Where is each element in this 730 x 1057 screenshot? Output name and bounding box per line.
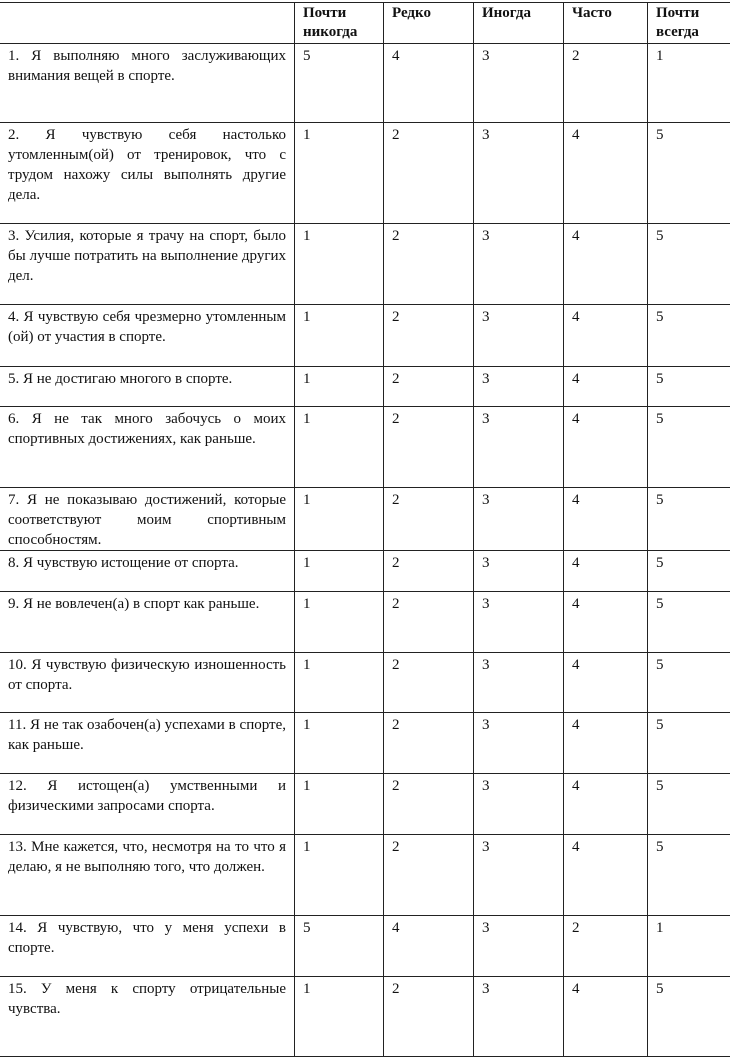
score-cell[interactable]: 2	[384, 551, 474, 592]
score-cell[interactable]: 5	[648, 977, 730, 1057]
question-text: 11. Я не так озабочен(а) успехами в спорте, как раньше.	[0, 713, 295, 774]
table-row	[0, 407, 730, 488]
score-cell[interactable]: 3	[474, 774, 564, 835]
score-cell[interactable]: 2	[384, 407, 474, 488]
score-cell[interactable]: 4	[564, 653, 648, 713]
question-text: 1. Я выполняю много заслуживающих внимания вещей в спорте.	[0, 44, 295, 123]
score-cell[interactable]: 1	[295, 305, 384, 367]
score-cell[interactable]: 5	[648, 551, 730, 592]
score-cell[interactable]: 5	[648, 488, 730, 551]
score-cell[interactable]: 1	[295, 713, 384, 774]
question-text: 15. У меня к спорту отрицательные чувства.	[0, 977, 295, 1057]
question-text: 3. Усилия, которые я трачу на спорт, было бы лучше потратить на выполнение других дел.	[0, 224, 295, 305]
score-cell[interactable]: 5	[648, 835, 730, 916]
table-row	[0, 977, 730, 1057]
score-cell[interactable]: 1	[295, 653, 384, 713]
score-cell[interactable]: 1	[295, 407, 384, 488]
score-cell[interactable]: 5	[648, 713, 730, 774]
score-cell[interactable]: 3	[474, 367, 564, 407]
table-row	[0, 774, 730, 835]
score-cell[interactable]: 1	[295, 592, 384, 653]
score-cell[interactable]: 1	[295, 224, 384, 305]
score-cell[interactable]: 2	[564, 916, 648, 977]
table-row	[0, 551, 730, 592]
question-text: 8. Я чувствую истощение от спорта.	[0, 551, 295, 592]
score-cell[interactable]: 1	[648, 44, 730, 123]
score-cell[interactable]: 5	[648, 123, 730, 224]
score-cell[interactable]: 3	[474, 305, 564, 367]
questionnaire-table	[0, 2, 730, 1057]
score-cell[interactable]: 5	[295, 916, 384, 977]
score-cell[interactable]: 2	[384, 592, 474, 653]
question-text: 10. Я чувствую физическую изношенность от спорта.	[0, 653, 295, 713]
table-row	[0, 592, 730, 653]
score-cell[interactable]: 1	[295, 977, 384, 1057]
score-cell[interactable]: 5	[648, 224, 730, 305]
score-cell[interactable]: 1	[295, 367, 384, 407]
score-cell[interactable]: 3	[474, 551, 564, 592]
score-cell[interactable]: 3	[474, 123, 564, 224]
score-cell[interactable]: 4	[564, 835, 648, 916]
score-cell[interactable]: 3	[474, 44, 564, 123]
table-row	[0, 916, 730, 977]
table-row	[0, 123, 730, 224]
score-cell[interactable]: 4	[564, 407, 648, 488]
header-sometimes: Иногда	[474, 3, 564, 44]
score-cell[interactable]: 2	[384, 305, 474, 367]
table-row	[0, 835, 730, 916]
score-cell[interactable]: 4	[564, 592, 648, 653]
question-text: 7. Я не показываю достижений, которые соответствуют моим спортивным способностям.	[0, 488, 295, 551]
score-cell[interactable]: 2	[384, 977, 474, 1057]
score-cell[interactable]: 4	[384, 44, 474, 123]
question-text: 4. Я чувствую себя чрезмерно утомленным (ой) от участия в спорте.	[0, 305, 295, 367]
score-cell[interactable]: 4	[564, 774, 648, 835]
score-cell[interactable]: 3	[474, 977, 564, 1057]
score-cell[interactable]: 4	[564, 305, 648, 367]
table-row	[0, 653, 730, 713]
score-cell[interactable]: 5	[648, 774, 730, 835]
question-text: 2. Я чувствую себя настолько утомленным(ой) от тренировок, что с трудом нахожу силы выполнять другие дела.	[0, 123, 295, 224]
score-cell[interactable]: 2	[564, 44, 648, 123]
table-row	[0, 305, 730, 367]
score-cell[interactable]: 2	[384, 713, 474, 774]
score-cell[interactable]: 5	[648, 367, 730, 407]
score-cell[interactable]: 3	[474, 916, 564, 977]
score-cell[interactable]: 4	[564, 551, 648, 592]
score-cell[interactable]: 2	[384, 835, 474, 916]
score-cell[interactable]: 2	[384, 488, 474, 551]
score-cell[interactable]: 5	[295, 44, 384, 123]
score-cell[interactable]: 4	[564, 367, 648, 407]
score-cell[interactable]: 2	[384, 224, 474, 305]
score-cell[interactable]: 5	[648, 653, 730, 713]
score-cell[interactable]: 3	[474, 653, 564, 713]
table-row	[0, 713, 730, 774]
score-cell[interactable]: 3	[474, 488, 564, 551]
score-cell[interactable]: 4	[564, 977, 648, 1057]
score-cell[interactable]: 3	[474, 224, 564, 305]
table-row	[0, 224, 730, 305]
score-cell[interactable]: 4	[564, 713, 648, 774]
score-cell[interactable]: 1	[295, 123, 384, 224]
score-cell[interactable]: 1	[295, 835, 384, 916]
question-text: 14. Я чувствую, что у меня успехи в спорте.	[0, 916, 295, 977]
question-text: 12. Я истощен(а) умственными и физическими запросами спорта.	[0, 774, 295, 835]
header-often: Часто	[564, 3, 648, 44]
score-cell[interactable]: 4	[564, 488, 648, 551]
score-cell[interactable]: 1	[295, 488, 384, 551]
score-cell[interactable]: 2	[384, 123, 474, 224]
header-almost-always: Почти всегда	[648, 3, 730, 44]
score-cell[interactable]: 3	[474, 407, 564, 488]
question-text: 13. Мне кажется, что, несмотря на то что я делаю, я не выполняю того, что должен.	[0, 835, 295, 916]
score-cell[interactable]: 2	[384, 774, 474, 835]
score-cell[interactable]: 2	[384, 367, 474, 407]
score-cell[interactable]: 4	[384, 916, 474, 977]
table-row	[0, 367, 730, 407]
header-empty	[0, 3, 295, 44]
score-cell[interactable]: 5	[648, 407, 730, 488]
question-text: 9. Я не вовлечен(а) в спорт как раньше.	[0, 592, 295, 653]
score-cell[interactable]: 1	[648, 916, 730, 977]
score-cell[interactable]: 4	[564, 123, 648, 224]
question-text: 5. Я не достигаю многого в спорте.	[0, 367, 295, 407]
score-cell[interactable]: 2	[384, 653, 474, 713]
table-row	[0, 44, 730, 123]
score-cell[interactable]: 1	[295, 774, 384, 835]
header-row	[0, 3, 730, 44]
question-text: 6. Я не так много забочусь о моих спортивных достижениях, как раньше.	[0, 407, 295, 488]
score-cell[interactable]: 3	[474, 835, 564, 916]
header-rarely: Редко	[384, 3, 474, 44]
score-cell[interactable]: 5	[648, 592, 730, 653]
score-cell[interactable]: 3	[474, 592, 564, 653]
score-cell[interactable]: 3	[474, 713, 564, 774]
score-cell[interactable]: 5	[648, 305, 730, 367]
score-cell[interactable]: 1	[295, 551, 384, 592]
table-row	[0, 488, 730, 551]
header-almost-never: Почти никогда	[295, 3, 384, 44]
score-cell[interactable]: 4	[564, 224, 648, 305]
